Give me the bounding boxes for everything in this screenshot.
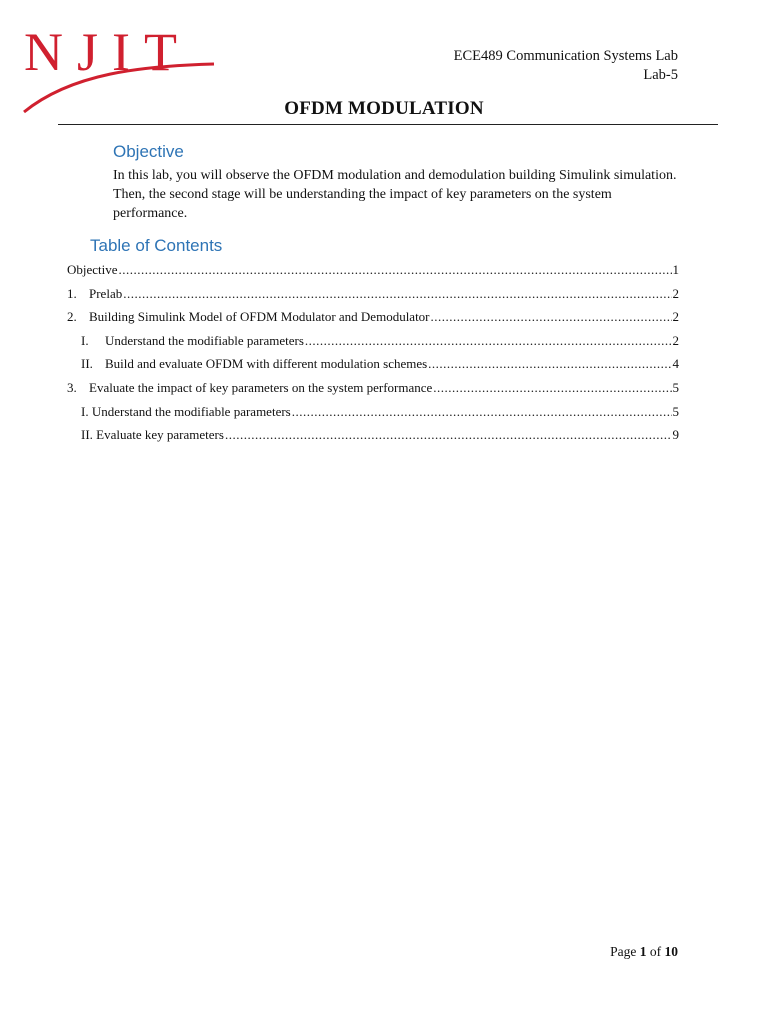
toc-leader-dots [433, 380, 671, 396]
svg-text:NJIT: NJIT [24, 22, 191, 82]
toc-entry-page: 1 [672, 262, 679, 277]
toc-leader-dots [431, 309, 672, 325]
page-word: Page [610, 944, 637, 959]
toc-entry-number: II. [81, 356, 93, 372]
objective-text: In this lab, you will observe the OFDM modulation and demodulation building Simulink simulation. Then, the second stage will be understanding the impact of key parameters on the system performance. [113, 168, 677, 221]
toc-leader-dots [305, 333, 672, 349]
toc-entry[interactable] [67, 333, 679, 357]
toc-entry-number: 3. [67, 379, 77, 395]
toc-entry[interactable] [67, 309, 679, 333]
toc-entry-label: Understand the modifiable parameters [105, 332, 304, 348]
toc-entry-label: Evaluate the impact of key parameters on the system performance [89, 379, 433, 395]
toc-entry-number: I. [81, 332, 89, 348]
toc-leader-dots [123, 286, 671, 302]
toc-entry-label: II. Evaluate key parameters [81, 427, 224, 443]
toc-leader-dots [428, 356, 671, 372]
toc-entry-label: I. Understand the modifiable parameters [81, 403, 291, 419]
toc-entry[interactable] [67, 356, 679, 380]
toc-entry[interactable] [67, 286, 679, 310]
toc-entry[interactable] [67, 380, 679, 404]
toc-entry-label: Build and evaluate OFDM with different modulation schemes [105, 356, 428, 372]
document-title: OFDM MODULATION [284, 98, 484, 119]
toc-entry-label: Building Simulink Model of OFDM Modulator and Demodulator [89, 309, 430, 325]
toc-entry-page: 2 [672, 332, 679, 348]
course-name: ECE489 Communication Systems Lab [453, 48, 678, 64]
current-page: 1 [639, 944, 647, 959]
page-number [610, 944, 678, 960]
title-divider [58, 124, 718, 125]
toc-entry-page: 5 [672, 403, 679, 419]
toc-entry-page: 9 [672, 427, 679, 443]
toc-leader-dots [225, 427, 672, 443]
toc-entry-label: Objective [67, 262, 118, 277]
toc-leader-dots [119, 262, 672, 278]
objective-heading: Objective [113, 142, 184, 161]
toc-heading: Table of Contents [90, 236, 223, 255]
toc-entry[interactable] [67, 262, 679, 286]
table-of-contents [67, 262, 679, 451]
of-word: of [649, 944, 662, 959]
course-header [454, 47, 678, 85]
toc-entry-page: 2 [672, 309, 679, 325]
toc-entry[interactable] [67, 427, 679, 451]
toc-entry-page: 5 [672, 379, 679, 395]
toc-entry-number: 1. [67, 285, 77, 301]
toc-leader-dots [292, 404, 672, 420]
toc-entry-number: 2. [67, 309, 77, 325]
lab-number: Lab-5 [643, 67, 678, 83]
total-pages: 10 [664, 944, 678, 959]
toc-entry-page: 2 [672, 285, 679, 301]
toc-entry-page: 4 [672, 356, 679, 372]
toc-entry[interactable] [67, 404, 679, 428]
toc-entry-label: Prelab [89, 285, 123, 301]
